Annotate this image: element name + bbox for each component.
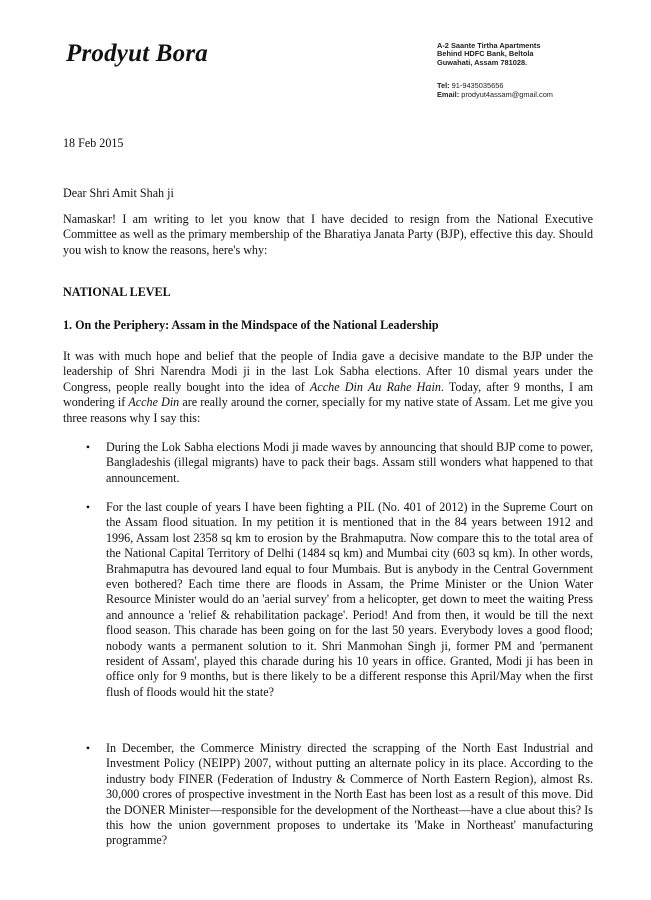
email-label: Email: bbox=[437, 90, 460, 99]
list-item bbox=[85, 440, 593, 486]
list-item-text: During the Lok Sabha elections Modi ji made waves by announcing that should BJP come to power, Bangladeshis (illegal migrants) have to pack their bags. Assam still wonders what happened to that announcement. bbox=[106, 440, 593, 485]
body-paragraph-part-3: are really around the corner, specially for my native state of Assam. Let me give you three reasons why I say this: bbox=[63, 395, 594, 425]
address-line-2: Behind HDFC Bank, Beltola bbox=[437, 49, 534, 59]
letterhead-name: Prodyut Bora bbox=[66, 40, 208, 67]
email-address: prodyut4assam@gmail.com bbox=[461, 90, 553, 99]
subheading: 1. On the Periphery: Assam in the Mindspace of the National Leadership bbox=[63, 318, 439, 332]
address-line-3: Guwahati, Assam 781028. bbox=[437, 57, 528, 67]
body-paragraph-italic-2: Acche Din bbox=[128, 395, 180, 410]
body-paragraph-part-1: It was with much hope and belief that the people of India gave a decisive mandate to the BJP under the leadership of Shri Narendra Modi ji in the last Lok Sabha elections. After 10 dismal years under the Congress, people really bought into the idea of bbox=[63, 349, 593, 394]
bullet-marker: • bbox=[85, 440, 91, 454]
list-item-text: For the last couple of years I have been fighting a PIL (No. 401 of 2012) in the Supreme Court on the Assam flood situation. In my petition it is mentioned that in the 84 years between 1912 and 1996, Assam lost 2358 sq km to erosion by the Brahmaputra. Now compare this to the total area of the National Capital Territory of Delhi (1484 sq km) and Mumbai city (603 sq km). In other words, Brahmaputra has devoured land equal to four Mumbais. But is anybody in the Central Government even bothered? Each time there are floods in Assam, the Prime Minister or the Union Water Resource Minister would do an 'aerial survey' from a helicopter, get down to meet the waiting Press and announce a 'relief & rehabilitation package'. Period! And from then, it would be till the next flood season. This charade has been going on for the last 50 years. Everybody loves a good flood; nobody wants a permanent solution to it. Shri Manmohan Singh ji, former PM and 'permanent resident of Assam', played this charade during his 10 years in office. Granted, Modi ji has been in office only for 9 months, but is there likely to be a different response this April/May when the first flush of floods would hit the state? bbox=[106, 500, 593, 699]
telephone-label: Tel: bbox=[437, 81, 450, 90]
body-paragraph-italic-1: Acche Din Au Rahe Hain bbox=[310, 379, 441, 394]
intro-paragraph: Namaskar! I am writing to let you know that I have decided to resign from the National Executive Committee as well as the primary membership of the Bharatiya Janata Party (BJP), effective this day. Should you wish to know the reasons, here's why: bbox=[63, 212, 593, 257]
letterhead-address bbox=[437, 42, 541, 67]
address-line-1: A-2 Saante Tirtha Apartments bbox=[437, 41, 541, 50]
email-line bbox=[437, 90, 553, 99]
body-paragraph bbox=[63, 349, 593, 426]
body-paragraph-part-2: . Today, after 9 months, I am wondering if bbox=[63, 379, 593, 410]
telephone-line bbox=[437, 81, 553, 90]
list-item-text: In December, the Commerce Ministry directed the scrapping of the North East Industrial and Investment Policy (NEIPP) 2007, without putting an alternate policy in its place. According to the industry body FINER (Federation of Industry & Commerce of North Eastern Region), almost Rs. 30,000 crores of prospective investment in the North East has been lost as a result of this move. Did the DONER Minister—responsible for the development of the Northeast—have a clue about this? Is this how the union government proposes to undertake its 'Make in Northeast' manufacturing programme? bbox=[106, 741, 593, 848]
salutation: Dear Shri Amit Shah ji bbox=[63, 186, 174, 200]
list-item bbox=[85, 500, 593, 700]
bullet-marker: • bbox=[85, 500, 91, 514]
section-heading: NATIONAL LEVEL bbox=[63, 285, 171, 299]
list-item bbox=[85, 741, 593, 849]
letterhead-contact bbox=[437, 81, 553, 99]
telephone-number: 91-9435035656 bbox=[451, 81, 504, 90]
bullet-marker: • bbox=[85, 741, 91, 755]
letter-date: 18 Feb 2015 bbox=[63, 136, 124, 150]
